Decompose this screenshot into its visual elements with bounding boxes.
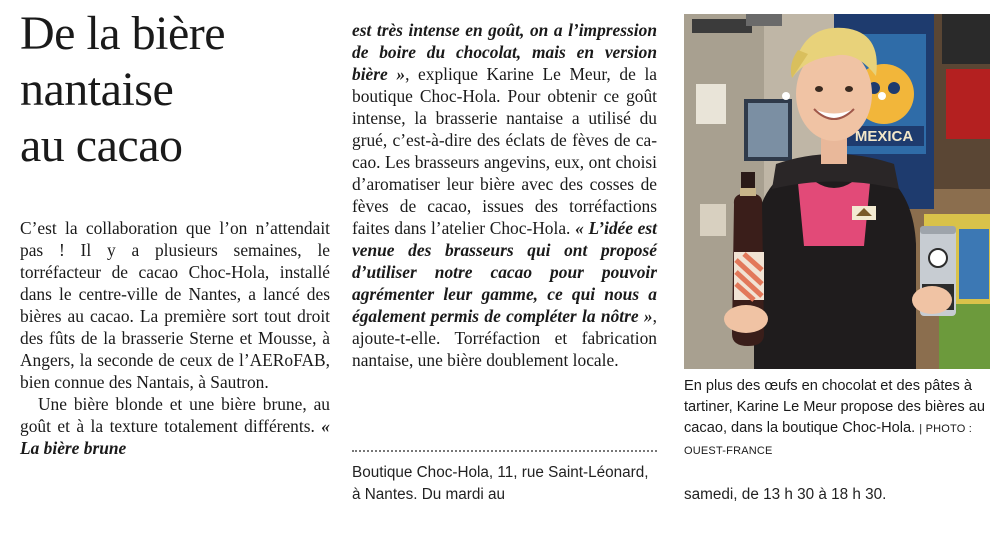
dotted-separator <box>352 450 657 452</box>
shop-hours: samedi, de 13 h 30 à 18 h 30. <box>684 486 887 503</box>
title-line-3: au cacao <box>20 119 183 172</box>
paragraph-3 <box>352 19 657 371</box>
paragraph-3-text-1: , explique Karine Le Meur, de la boutique Choc-Hola. Pour obtenir ce goût intense, la brasserie nantaise a utilisé du grué, c’est-à-dire des éclats de fèves de cacao. Les brasseurs angevins, eux, ont choisi d’aromatiser leur bière avec des cosses de fèves de cacao, issues des torréfactions faites dans l’atelier Choc-Hola. <box>352 64 657 238</box>
paragraph-2 <box>20 393 330 459</box>
caption-text: En plus des œufs en chocolat et des pâtes à tartiner, Karine Le Meur propose des bières au cacao, dans la boutique Choc-Hola. <box>684 378 985 436</box>
article-column-1 <box>20 217 330 459</box>
photo-credit: | PHOTO : OUEST-FRANCE <box>684 423 973 457</box>
photo-caption <box>684 376 990 462</box>
quote-1: est très intense en goût, on a l’impression de boire du chocolat, mais en version bière » <box>352 20 657 84</box>
shop-info: Boutique Choc-Hola, 11, rue Saint-Léonard, à Nantes. Du mardi au <box>352 464 649 503</box>
article-title <box>20 6 340 174</box>
title-line-2: nantaise <box>20 63 174 116</box>
paragraph-2-text: Une bière blonde et une bière brune, au goût et à la texture totalement différents. <box>20 394 330 436</box>
article-photo <box>684 14 990 369</box>
title-line-1: De la bière <box>20 7 226 60</box>
paragraph-2-quote: « La bière brune <box>20 416 330 458</box>
paragraph-1: C’est la collaboration que l’on n’attendait pas ! Il y a plusieurs semaines, le torréfacteur de cacao Choc-Hola, installé dans le centre-ville de Nantes, a lancé des bières au cacao. La première sort tout droit des fûts de la brasserie Sterne et Mousse, à Angers, la seconde de ceux de l’AERoFAB, bien connue des Nantais, à Sautron. <box>20 218 330 392</box>
photo-illustration <box>684 14 990 369</box>
article-column-2 <box>352 19 657 371</box>
poster-text: MEXICA <box>854 128 914 145</box>
paragraph-3-text-2: , ajoute-t-elle. Torréfaction et fabrication nantaise, une bière doublement locale. <box>352 306 657 370</box>
quote-2: « L’idée est venue des brasseurs qui ont proposé d’utiliser notre cacao pour pouvoir agrémenter leur gamme, ce qui nous a également permis de compléter la nôtre » <box>352 218 657 326</box>
